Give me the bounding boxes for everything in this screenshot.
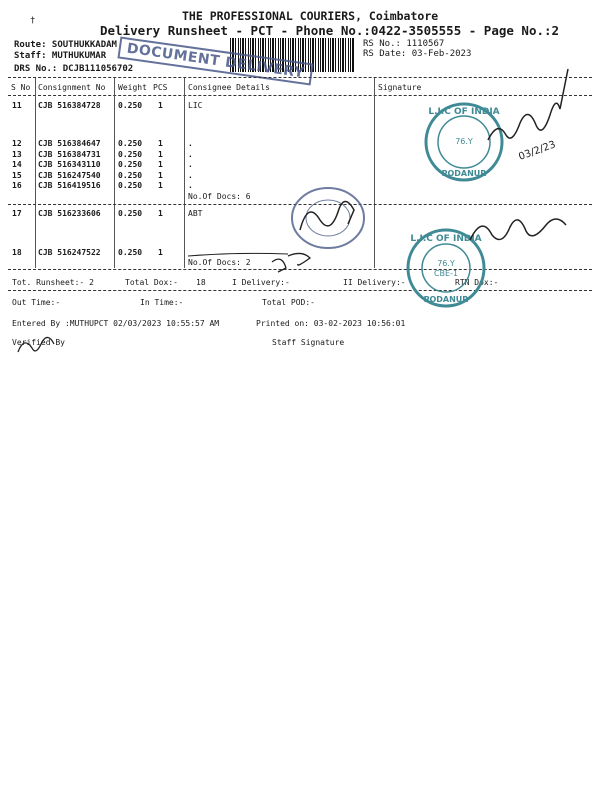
row-pcs: 1 (158, 181, 163, 190)
row-pcs: 1 (158, 248, 163, 257)
staff: Staff: MUTHUKUMAR (14, 51, 107, 61)
company-title: THE PROFESSIONAL COURIERS, Coimbatore (182, 9, 439, 23)
row-weight: 0.250 (118, 181, 143, 190)
row-consignment: CJB 516419516 (38, 181, 101, 190)
company-seal (292, 188, 364, 248)
i-delivery: I Delivery:- (232, 278, 290, 287)
row-consignment: CJB 516384731 (38, 150, 101, 159)
row-consignment: CJB 516384647 (38, 139, 101, 148)
row-sno: 11 (12, 101, 22, 110)
svg-text:PODANUR: PODANUR (441, 169, 487, 178)
col-pcs: PCS (153, 83, 168, 92)
col-consignee: Consignee Details (188, 83, 270, 92)
ii-delivery: II Delivery:- (343, 278, 406, 287)
total-dox-value: 18 (196, 278, 206, 287)
row-details: . (188, 150, 193, 159)
col-consignment: Consignment No (38, 83, 106, 92)
row-consignment: CJB 516233606 (38, 209, 101, 218)
row-weight: 0.250 (118, 101, 143, 110)
group2-docs-count: No.Of Docs: 2 (188, 258, 251, 267)
handwritten-lc (272, 253, 310, 272)
row-weight: 0.250 (118, 209, 143, 218)
row-consignment: CJB 516247540 (38, 171, 101, 180)
row-sno: 15 (12, 171, 22, 180)
row-pcs: 1 (158, 171, 163, 180)
row-sno: 16 (12, 181, 22, 190)
row-pcs: 1 (158, 150, 163, 159)
verified-by: Verified By (12, 338, 65, 347)
row-consignment: CJB 516247522 (38, 248, 101, 257)
svg-text:76.Y: 76.Y (455, 137, 473, 146)
entered-by: Entered By :MUTHUPCT 02/03/2023 10:55:57 AM (12, 319, 220, 328)
lic-seal-bottom (408, 230, 484, 306)
row-weight: 0.250 (118, 248, 143, 257)
row-sno: 13 (12, 150, 22, 159)
row-details: . (188, 139, 193, 148)
row-pcs: 1 (158, 139, 163, 148)
svg-text:L.I.C OF INDIA: L.I.C OF INDIA (428, 107, 500, 117)
staff-signature: Staff Signature (272, 338, 345, 347)
printed-on: Printed on: 03-02-2023 10:56:01 (256, 319, 406, 328)
group1-docs-count: No.Of Docs: 6 (188, 192, 251, 201)
total-dox-label: Total Dox:- (125, 278, 178, 287)
row-pcs: 1 (158, 101, 163, 110)
svg-text:76.Y: 76.Y (437, 259, 455, 268)
row-weight: 0.250 (118, 160, 143, 169)
svg-text:CBE-1: CBE-1 (433, 269, 459, 278)
route: Route: SOUTHUKKADAM (14, 40, 117, 50)
svg-text:L.I.C OF INDIA: L.I.C OF INDIA (410, 234, 482, 244)
row-details: . (188, 160, 193, 169)
total-pod: Total POD:- (262, 298, 315, 307)
handwritten-underline (188, 253, 288, 256)
rs-date: RS Date: 03-Feb-2023 (363, 49, 472, 59)
rs-number: RS No.: 1110567 (363, 39, 445, 49)
row-details: LIC (188, 101, 203, 110)
document-delivery-stamp: DOCUMENT DELIVERY (117, 37, 313, 86)
out-time: Out Time:- (12, 298, 61, 307)
row-consignment: CJB 516384728 (38, 101, 101, 110)
total-runsheet: Tot. Runsheet:- 2 (12, 278, 94, 287)
signature-top (488, 69, 568, 140)
row-weight: 0.250 (118, 150, 143, 159)
rtn-dox: RTN Dox:- (455, 278, 499, 287)
col-weight: Weight (118, 83, 147, 92)
lic-seal-top (426, 104, 502, 180)
row-weight: 0.250 (118, 171, 143, 180)
in-time: In Time:- (140, 298, 184, 307)
row-details: . (188, 181, 193, 190)
row-sno: 14 (12, 160, 22, 169)
row-details: . (188, 171, 193, 180)
svg-text:PODANUR: PODANUR (423, 295, 469, 304)
row-sno: 18 (12, 248, 22, 257)
handwritten-date: 03/2/23 (517, 139, 558, 163)
col-sno: S No (11, 83, 31, 92)
row-pcs: 1 (158, 160, 163, 169)
row-consignment: CJB 516343110 (38, 160, 101, 169)
signature-bottom (470, 219, 566, 240)
row-weight: 0.250 (118, 139, 143, 148)
row-pcs: 1 (158, 209, 163, 218)
row-details: ABT (188, 209, 203, 218)
row-sno: 12 (12, 139, 22, 148)
runsheet-subtitle: Delivery Runsheet - PCT - Phone No.:0422-3505555 - Page No.:2 (100, 23, 560, 38)
corner-mark: † (30, 16, 36, 26)
handwritten-initials (18, 337, 54, 352)
row-sno: 17 (12, 209, 22, 218)
col-signature: Signature (378, 83, 422, 92)
drs-number: DRS No.: DCJB111056702 (14, 64, 134, 74)
